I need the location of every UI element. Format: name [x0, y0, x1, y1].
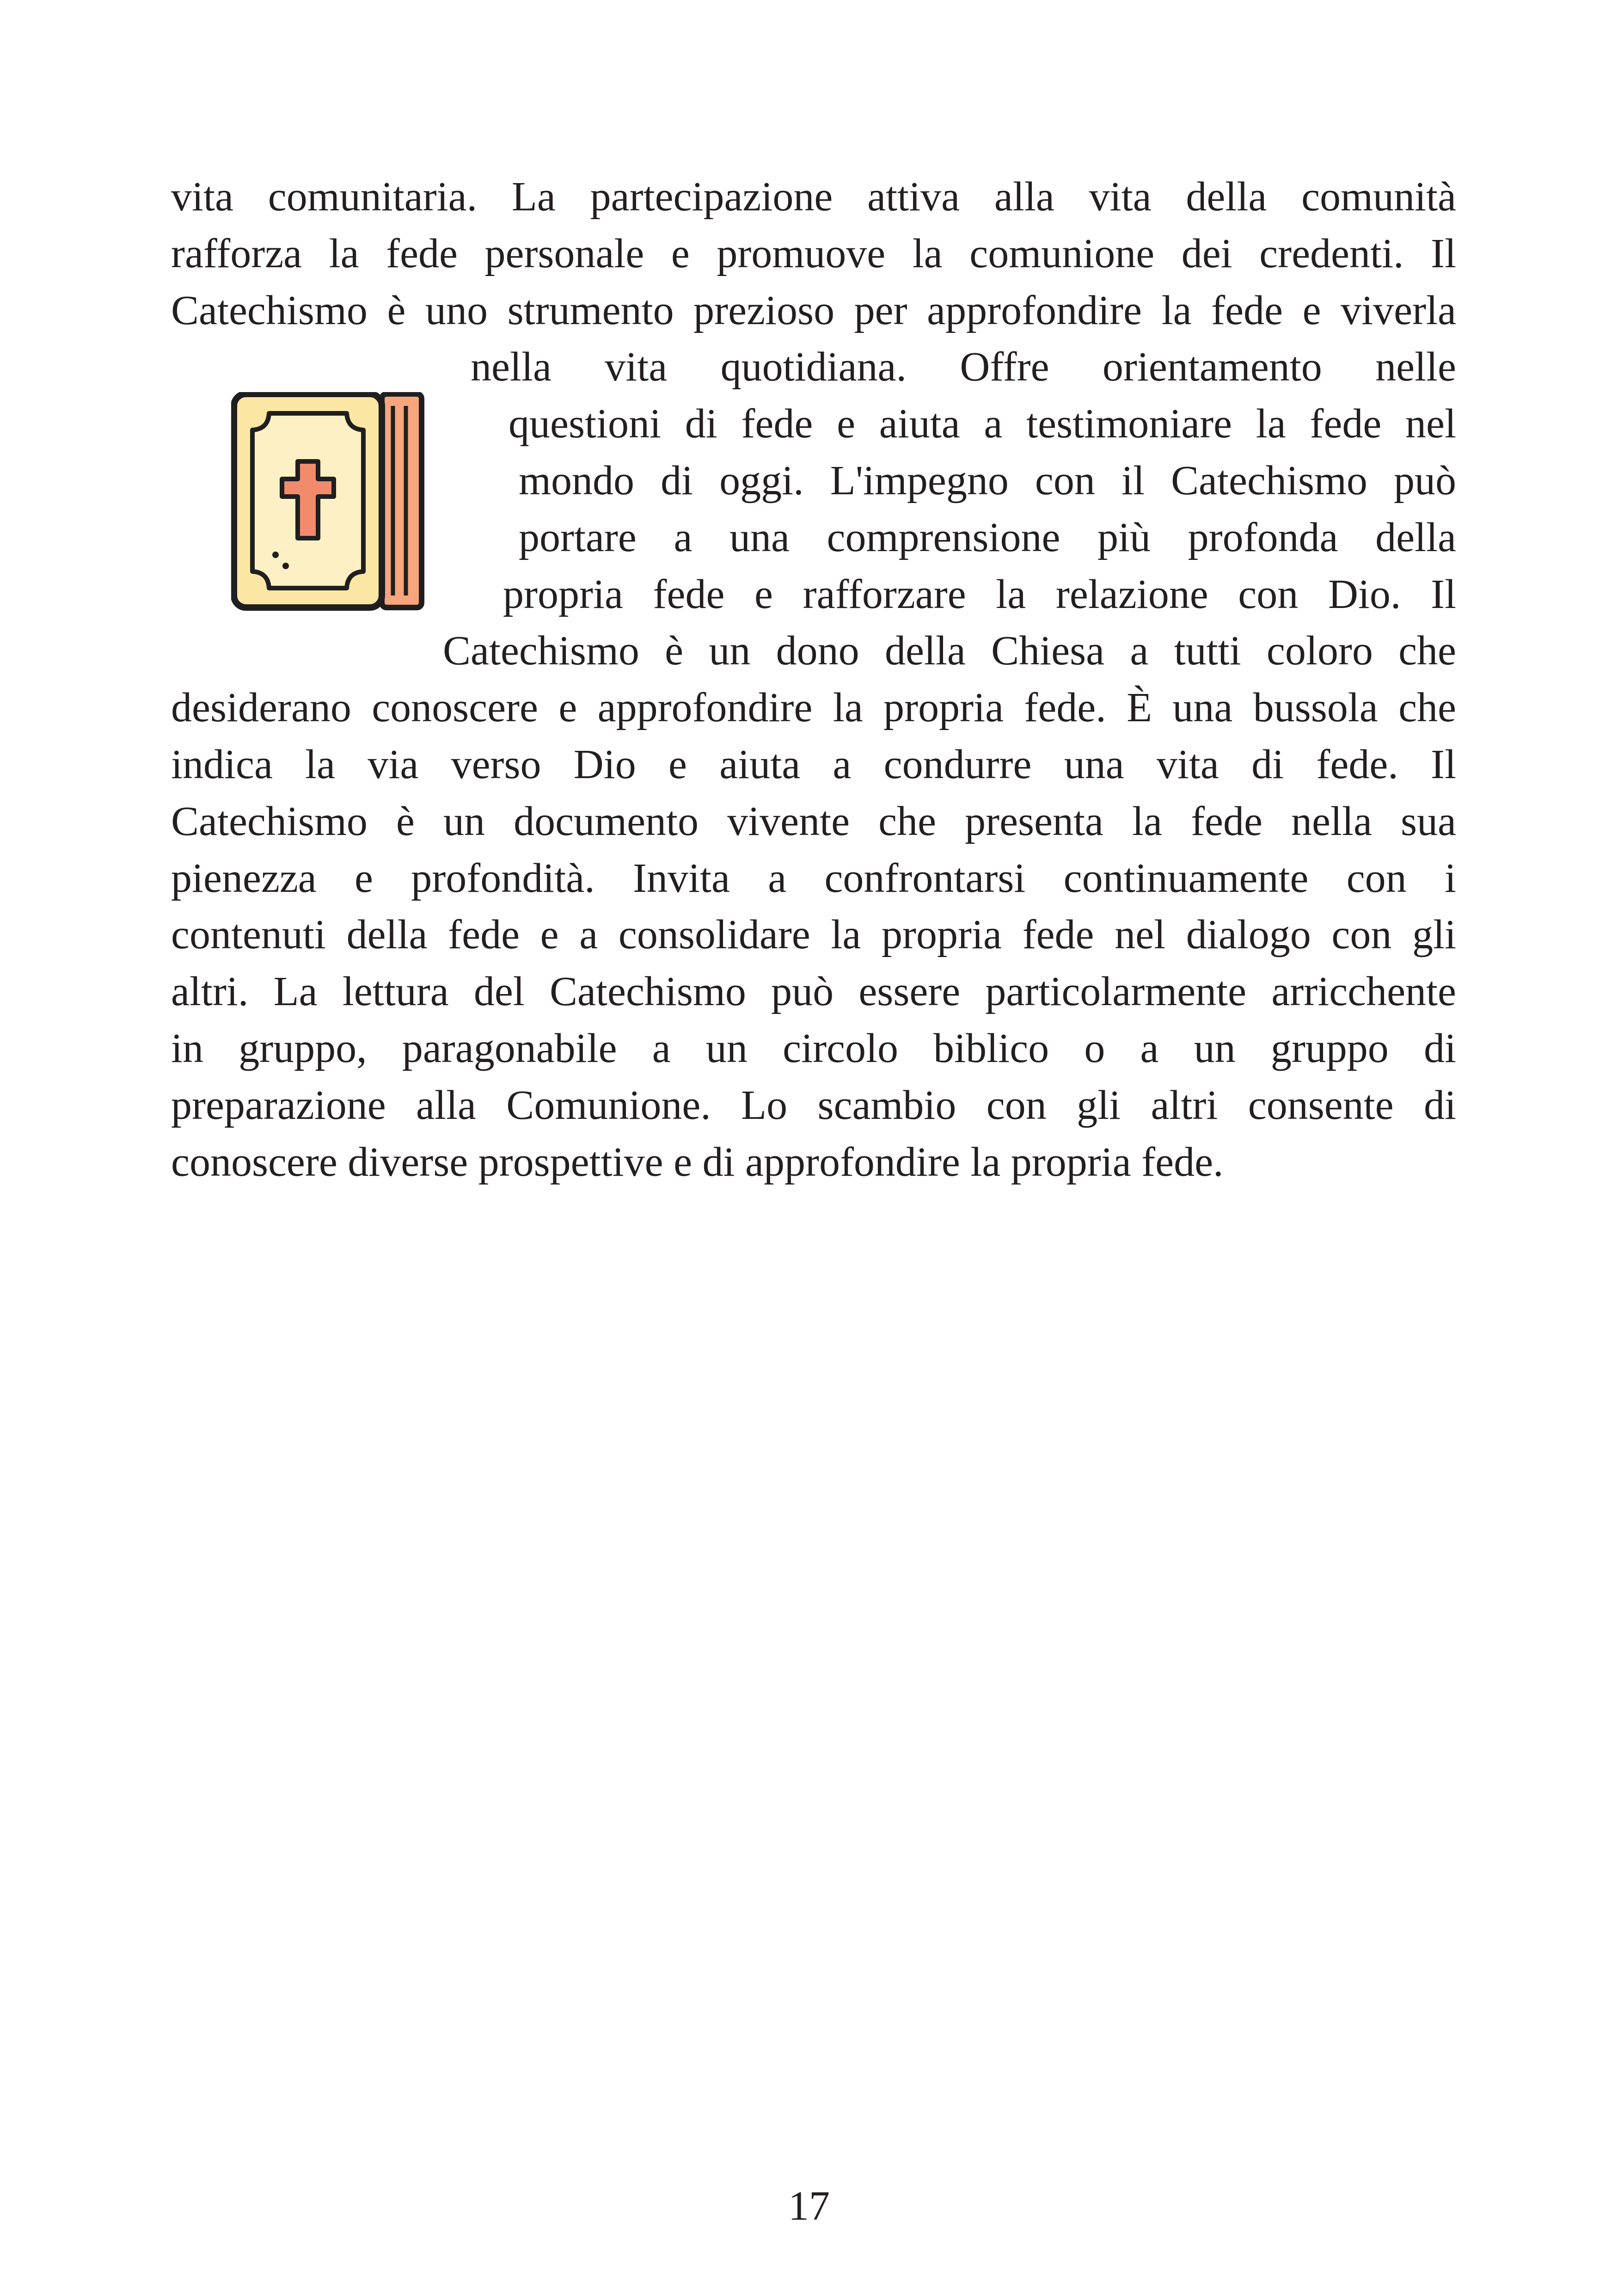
text-line: indica la via verso Dio e aiuta a condurre una vita di fede. Il [171, 741, 1456, 787]
text-line: desiderano conoscere e approfondire la propria fede. È una bussola che [171, 685, 1456, 731]
text-line: questioni di fede e aiuta a testimoniare la fede nel [509, 401, 1456, 447]
decor-dot [282, 563, 289, 569]
text-line: altri. La lettura del Catechismo può essere particolarmente arricchente [171, 969, 1456, 1015]
text-line: contenuti della fede e a consolidare la propria fede nel dialogo con gli [171, 912, 1456, 958]
text-line: mondo di oggi. L'impegno con il Catechismo può [519, 457, 1456, 503]
book-spine [382, 394, 422, 608]
decor-dot [272, 552, 279, 558]
text-line: Catechismo è un documento vivente che presenta la fede nella sua [171, 798, 1456, 844]
text-line: nella vita quotidiana. Offre orientamento nelle [471, 344, 1456, 390]
text-line: vita comunitaria. La partecipazione attiva alla vita della comunità [171, 174, 1456, 220]
text-line: Catechismo è un dono della Chiesa a tutti coloro che [443, 628, 1456, 674]
text-line: preparazione alla Comunione. Lo scambio con gli altri consente di [171, 1082, 1456, 1128]
text-line: rafforza la fede personale e promuove la comunione dei credenti. Il [171, 230, 1456, 276]
bible-book-icon [231, 392, 425, 614]
text-line: pienezza e profondità. Invita a confrontarsi continuamente con i [171, 855, 1456, 901]
page-number: 17 [788, 2183, 830, 2229]
text-line: Catechismo è uno strumento prezioso per approfondire la fede e viverla [171, 287, 1456, 333]
body-text [171, 169, 1456, 1191]
text-line: conoscere diverse prospettive e di approfondire la propria fede. [171, 1139, 1224, 1185]
text-line: propria fede e rafforzare la relazione con Dio. Il [503, 571, 1456, 617]
text-line: portare a una comprensione più profonda della [519, 514, 1456, 560]
text-line: in gruppo, paragonabile a un circolo biblico o a un gruppo di [171, 1025, 1456, 1071]
